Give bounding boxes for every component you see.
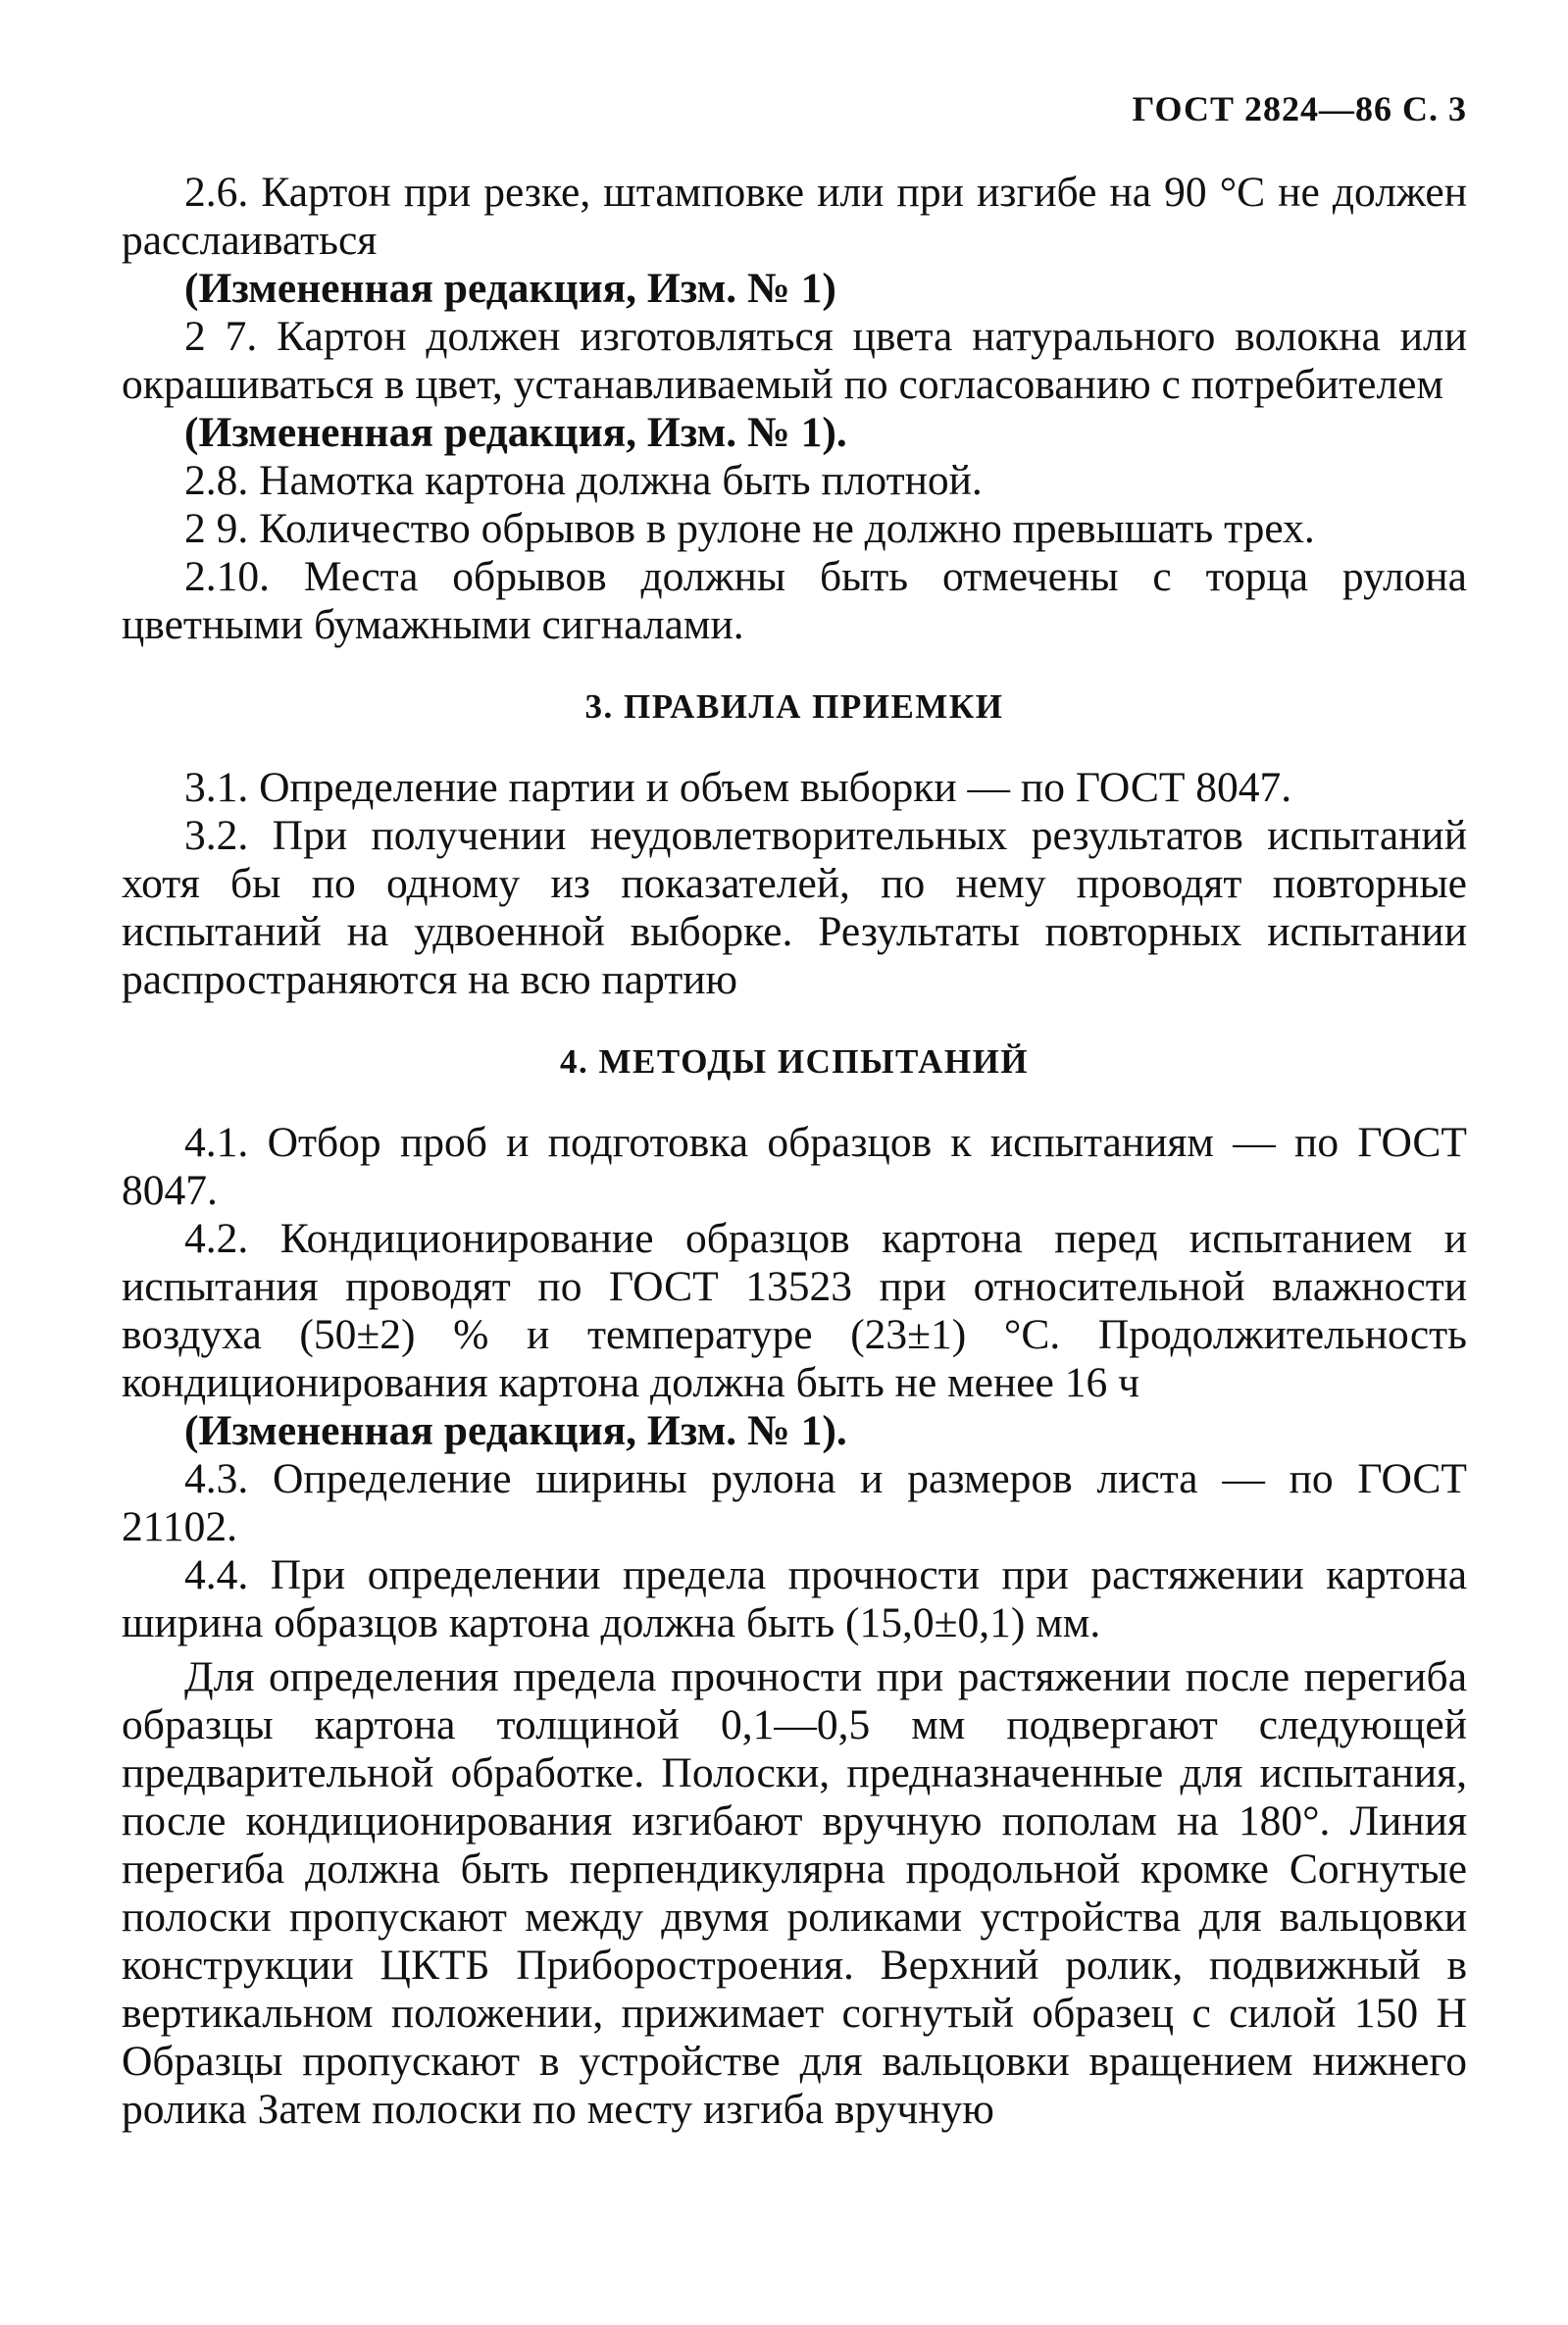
paragraph: (Измененная редакция, Изм. № 1)	[184, 265, 836, 312]
paragraph: (Измененная редакция, Изм. № 1).	[184, 1407, 847, 1454]
section-heading: 4. МЕТОДЫ ИСПЫТАНИЙ	[559, 1042, 1030, 1081]
paragraph: 2.10. Места обрывов должны быть отмечены с торца рулона цветными бумажными сигналами.	[122, 553, 1467, 648]
document-body	[122, 169, 1467, 2134]
paragraph: 2.8. Намотка картона должна быть плотной.	[184, 457, 983, 504]
paragraph: 3.1. Определение партии и объем выборки — по ГОСТ 8047.	[184, 764, 1292, 811]
document-page	[122, 88, 1467, 2134]
section-heading: 3. ПРАВИЛА ПРИЕМКИ	[584, 687, 1004, 726]
paragraph: 2 7. Картон должен изготовляться цвета натурального волокна или окрашиваться в цвет, устанавливаемый по согласованию с потребителем	[122, 313, 1467, 408]
paragraph: 2 9. Количество обрывов в рулоне не должно превышать трех.	[184, 505, 1315, 552]
paragraph: 4.1. Отбор проб и подготовка образцов к испытаниям — по ГОСТ 8047.	[122, 1119, 1467, 1214]
paragraph: 4.2. Кондиционирование образцов картона перед испытанием и испытания проводят по ГОСТ 13523 при относительной влажности воздуха (50±2) % и температуре (23±1) °С. Продолжительность кондиционирования картона должна быть не менее 16 ч	[122, 1215, 1467, 1406]
paragraph: Для определения предела прочности при растяжении после перегиба образцы картона толщиной 0,1—0,5 мм подвергают следующей предварительной обработке. Полоски, предназначенные для испытания, после кондиционирования изгибают вручную пополам на 180°. Линия перегиба должна быть перпендикулярна продольной кромке Согнутые полоски пропускают между двумя роликами устройства для вальцовки конструкции ЦКТБ Приборостроения. Верхний ролик, подвижный в вертикальном положении, прижимает согнутый образец с силой 150 Н Образцы пропускают в устройстве для вальцовки вращением нижнего ролика Затем полоски по месту изгиба вручную	[122, 1653, 1467, 2133]
paragraph: 4.3. Определение ширины рулона и размеров листа — по ГОСТ 21102.	[122, 1455, 1467, 1550]
paragraph: 3.2. При получении неудовлетворительных результатов испытаний хотя бы по одному из показателей, по нему проводят повторные испытаний на удвоенной выборке. Результаты повторных испытании распространяются на всю партию	[122, 812, 1467, 1003]
page-header: ГОСТ 2824—86 С. 3	[1132, 89, 1467, 128]
paragraph: (Измененная редакция, Изм. № 1).	[184, 409, 847, 456]
paragraph: 4.4. При определении предела прочности при растяжении картона ширина образцов картона должна быть (15,0±0,1) мм.	[122, 1551, 1467, 1646]
paragraph: 2.6. Картон при резке, штамповке или при изгибе на 90 °С не должен расслаиваться	[122, 169, 1467, 264]
